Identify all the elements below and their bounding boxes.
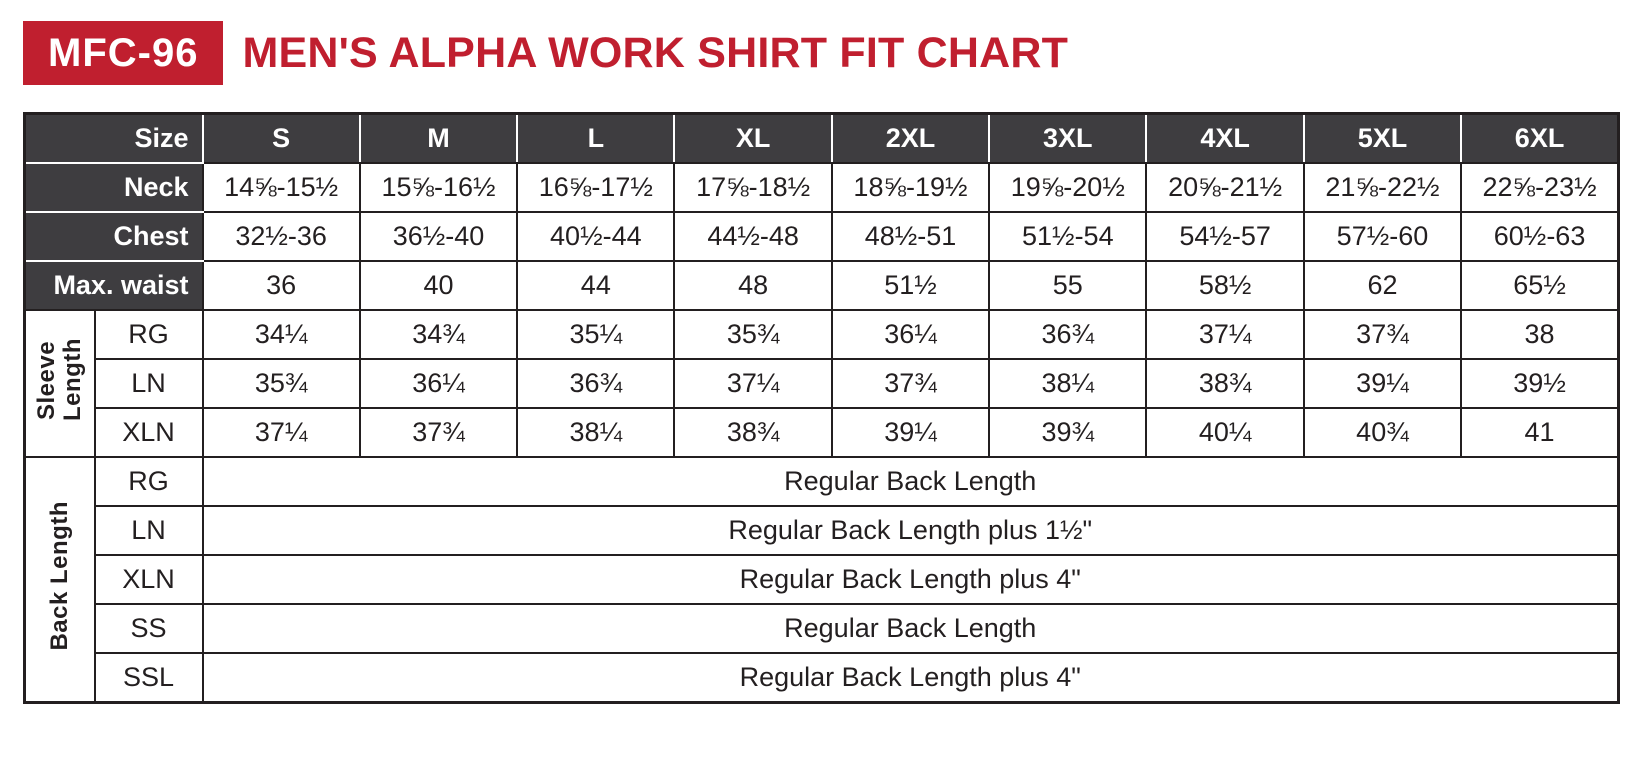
data-cell: 57½-60 — [1304, 212, 1461, 261]
data-cell: 40 — [360, 261, 517, 310]
back-length-group-label: Back Length — [45, 501, 73, 651]
size-corner-label: Size — [25, 114, 203, 164]
data-cell: 36¼ — [832, 310, 989, 359]
data-cell: 44½-48 — [674, 212, 831, 261]
column-header-xl: XL — [674, 114, 831, 164]
data-cell: 65½ — [1461, 261, 1618, 310]
data-cell: 36¾ — [517, 359, 674, 408]
back-length-row-rg — [25, 457, 1619, 506]
column-header-2xl: 2XL — [832, 114, 989, 164]
data-cell: 40¾ — [1304, 408, 1461, 457]
data-cell: 38¼ — [517, 408, 674, 457]
data-cell: 55 — [989, 261, 1146, 310]
data-cell: 36½-40 — [360, 212, 517, 261]
data-cell: 16⅝-17½ — [517, 163, 674, 212]
data-cell: 22⅝-23½ — [1461, 163, 1618, 212]
data-cell: 37¼ — [203, 408, 360, 457]
measurement-row-neck — [25, 163, 1619, 212]
data-cell: 62 — [1304, 261, 1461, 310]
data-cell: 38 — [1461, 310, 1618, 359]
row-label-chest: Chest — [25, 212, 203, 261]
data-cell: 48½-51 — [832, 212, 989, 261]
column-header-l: L — [517, 114, 674, 164]
back-length-value-cell: Regular Back Length plus 4" — [203, 555, 1619, 604]
data-cell: 38¼ — [989, 359, 1146, 408]
data-cell: 35¾ — [203, 359, 360, 408]
data-cell: 37¾ — [832, 359, 989, 408]
back-length-value-cell: Regular Back Length plus 4" — [203, 653, 1619, 703]
column-header-m: M — [360, 114, 517, 164]
data-cell: 14⅝-15½ — [203, 163, 360, 212]
back-length-row-xln — [25, 555, 1619, 604]
data-cell: 40½-44 — [517, 212, 674, 261]
sleeve-row-label-ln: LN — [95, 359, 203, 408]
data-cell: 19⅝-20½ — [989, 163, 1146, 212]
sleeve-length-row-ln — [25, 359, 1619, 408]
sleeve-row-label-xln: XLN — [95, 408, 203, 457]
column-header-s: S — [203, 114, 360, 164]
data-cell: 21⅝-22½ — [1304, 163, 1461, 212]
data-cell: 32½-36 — [203, 212, 360, 261]
page-header — [23, 21, 1620, 85]
product-code: MFC-96 — [48, 30, 199, 75]
data-cell: 17⅝-18½ — [674, 163, 831, 212]
back-row-label-ln: LN — [95, 506, 203, 555]
data-cell: 34¾ — [360, 310, 517, 359]
data-cell: 38¾ — [674, 408, 831, 457]
data-cell: 18⅝-19½ — [832, 163, 989, 212]
back-row-label-ss: SS — [95, 604, 203, 653]
data-cell: 39½ — [1461, 359, 1618, 408]
back-length-group-cell — [25, 457, 95, 703]
data-cell: 38¾ — [1146, 359, 1303, 408]
data-cell: 39¾ — [989, 408, 1146, 457]
column-header-3xl: 3XL — [989, 114, 1146, 164]
data-cell: 37¼ — [1146, 310, 1303, 359]
row-label-maxwaist: Max. waist — [25, 261, 203, 310]
data-cell: 40¼ — [1146, 408, 1303, 457]
back-length-value-cell: Regular Back Length — [203, 604, 1619, 653]
data-cell: 60½-63 — [1461, 212, 1618, 261]
fit-chart-table — [23, 112, 1620, 704]
sleeve-length-row-xln — [25, 408, 1619, 457]
page-title: MEN'S ALPHA WORK SHIRT FIT CHART — [242, 28, 1069, 77]
column-header-5xl: 5XL — [1304, 114, 1461, 164]
data-cell: 35¾ — [674, 310, 831, 359]
data-cell: 37¾ — [1304, 310, 1461, 359]
back-row-label-ssl: SSL — [95, 653, 203, 703]
product-code-badge — [23, 21, 223, 85]
back-length-row-ssl — [25, 653, 1619, 703]
size-header-row — [25, 114, 1619, 164]
data-cell: 15⅝-16½ — [360, 163, 517, 212]
back-row-label-rg: RG — [95, 457, 203, 506]
data-cell: 37¾ — [360, 408, 517, 457]
column-header-4xl: 4XL — [1146, 114, 1303, 164]
back-length-row-ln — [25, 506, 1619, 555]
data-cell: 36¾ — [989, 310, 1146, 359]
data-cell: 51½-54 — [989, 212, 1146, 261]
back-length-value-cell: Regular Back Length plus 1½" — [203, 506, 1619, 555]
data-cell: 36¼ — [360, 359, 517, 408]
sleeve-length-group-label: Sleeve Length — [32, 338, 86, 422]
data-cell: 44 — [517, 261, 674, 310]
data-cell: 37¼ — [674, 359, 831, 408]
measurement-row-maxwaist — [25, 261, 1619, 310]
back-length-value-cell: Regular Back Length — [203, 457, 1619, 506]
data-cell: 39¼ — [832, 408, 989, 457]
sleeve-length-group-cell — [25, 310, 95, 457]
data-cell: 51½ — [832, 261, 989, 310]
data-cell: 39¼ — [1304, 359, 1461, 408]
data-cell: 20⅝-21½ — [1146, 163, 1303, 212]
measurement-row-chest — [25, 212, 1619, 261]
data-cell: 54½-57 — [1146, 212, 1303, 261]
back-row-label-xln: XLN — [95, 555, 203, 604]
data-cell: 35¼ — [517, 310, 674, 359]
data-cell: 41 — [1461, 408, 1618, 457]
data-cell: 58½ — [1146, 261, 1303, 310]
data-cell: 34¼ — [203, 310, 360, 359]
data-cell: 48 — [674, 261, 831, 310]
data-cell: 36 — [203, 261, 360, 310]
row-label-neck: Neck — [25, 163, 203, 212]
column-header-6xl: 6XL — [1461, 114, 1618, 164]
back-length-row-ss — [25, 604, 1619, 653]
sleeve-length-row-rg — [25, 310, 1619, 359]
sleeve-row-label-rg: RG — [95, 310, 203, 359]
